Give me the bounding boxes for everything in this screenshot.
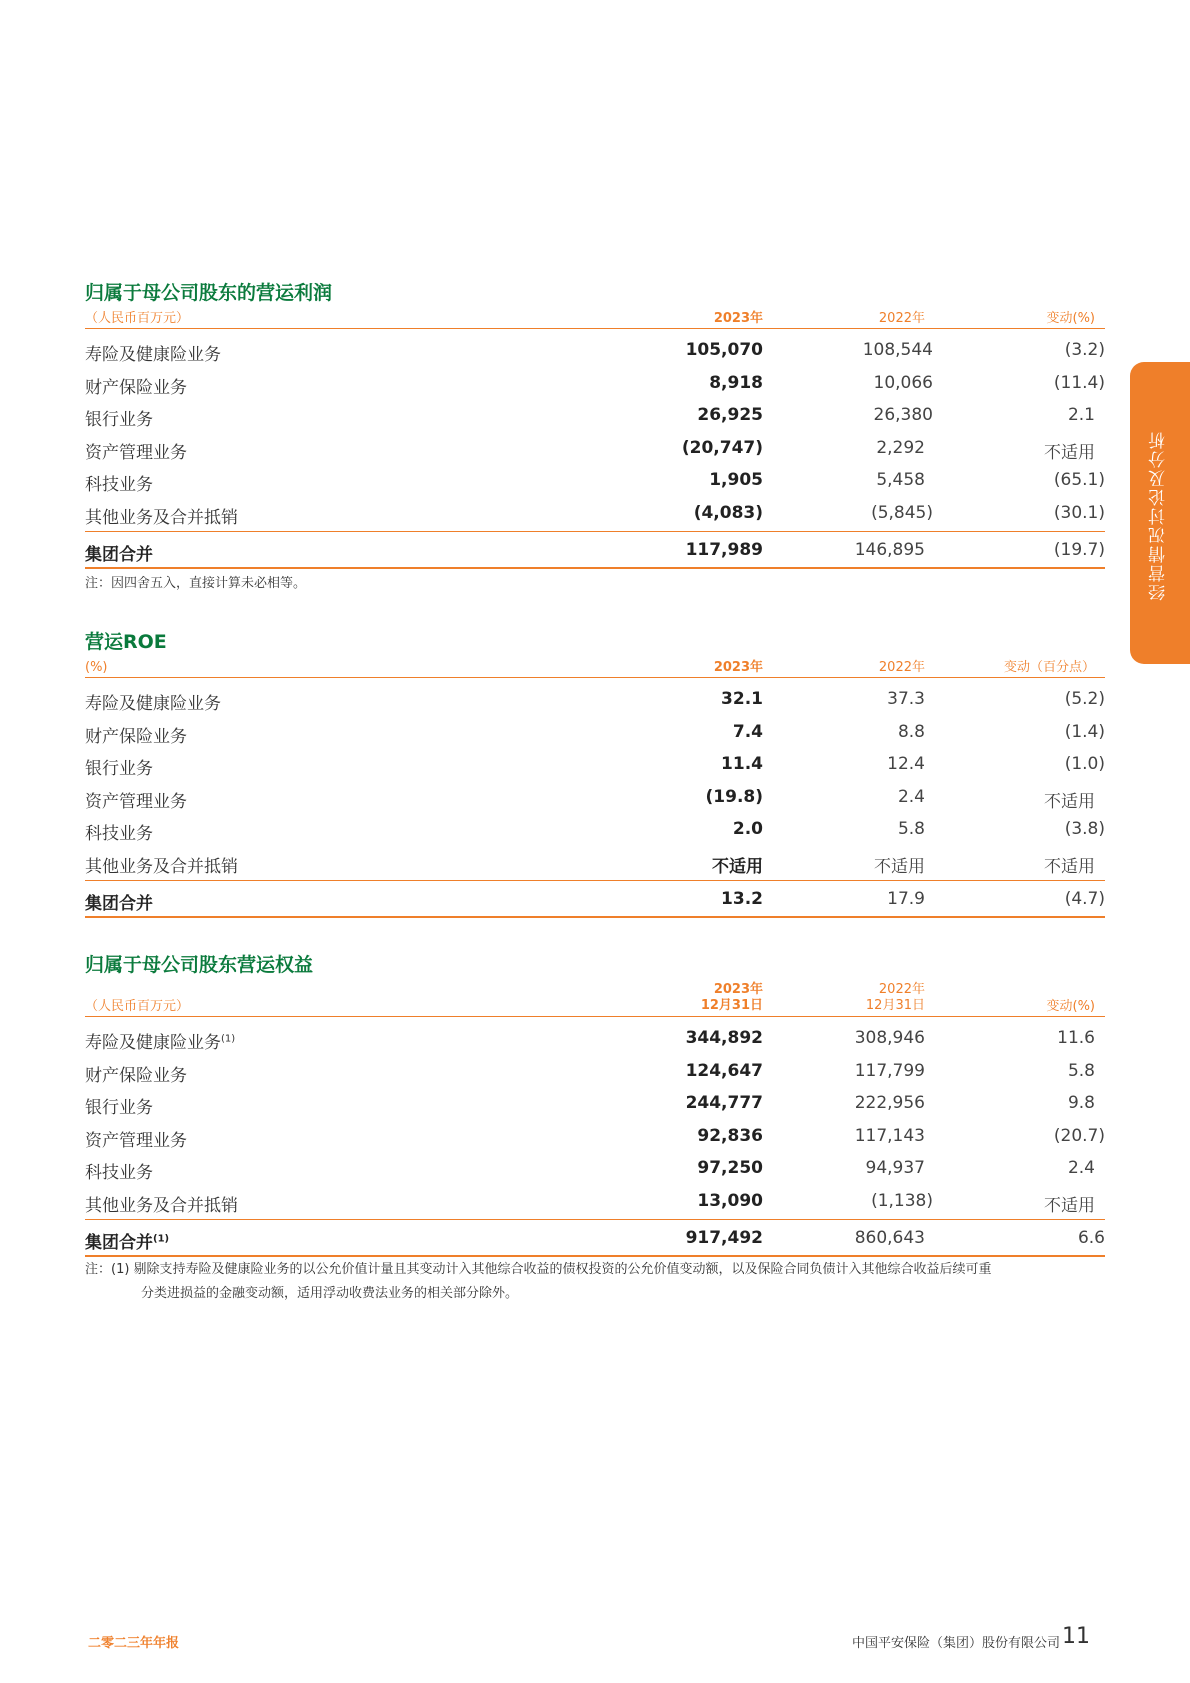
table-row: 财产保险业务 7.4 8.8 (1.4) xyxy=(85,721,1105,747)
table-row: 资产管理业务 92,836 117,143 (20.7) xyxy=(85,1125,1105,1151)
col-2023: 2023年 xyxy=(713,311,763,326)
section-title: 归属于母公司股东的营运利润 xyxy=(85,282,333,304)
table-row: 银行业务 11.4 12.4 (1.0) xyxy=(85,754,1105,779)
table-row: 财产保险业务 8,918 10,066 (11.4) xyxy=(85,372,1105,398)
col-2023: 2023年 xyxy=(713,660,763,675)
table-body xyxy=(85,334,1105,529)
footnote-marker: (1) xyxy=(221,1033,236,1045)
table-row: 寿险及健康险业务 32.1 37.3 (5.2) xyxy=(85,689,1105,714)
table-row: 资产管理业务 (20,747) 2,292 不适用 xyxy=(85,437,1095,463)
report-name: 二零二三年年报 xyxy=(88,1636,180,1651)
table-row: 寿险及健康险业务 105,070 108,544 (3.2) xyxy=(85,340,1105,365)
table-row: 银行业务 244,777 222,956 9.8 xyxy=(85,1093,1095,1118)
table-body xyxy=(85,683,1105,878)
table-header xyxy=(85,655,1105,678)
unit-label: （人民币百万元） xyxy=(85,999,190,1014)
table-header xyxy=(85,306,1105,329)
table-row: 资产管理业务 (19.8) 2.4 不适用 xyxy=(85,786,1095,812)
table-footnote: 注：(1) 剔除支持寿险及健康险业务的以公允价值计量且其变动计入其他综合收益的债权投资的公允价值变动额，以及保险合同负债计入其他综合收益后续可重 分类进损益的金融变动额，适用浮动收费法业务的相关部分除外。 xyxy=(85,1262,992,1301)
table-row: 科技业务 97,250 94,937 2.4 xyxy=(85,1158,1095,1183)
col-2022: 2022年 xyxy=(878,311,925,326)
section-title: 归属于母公司股东营运权益 xyxy=(85,954,314,976)
table-header xyxy=(85,976,1105,1017)
footnote-marker: (1) xyxy=(153,1233,170,1245)
table-row: 银行业务 26,925 26,380 2.1 xyxy=(85,405,1095,430)
total-row: 集团合并 13.2 17.9 (4.7) xyxy=(85,884,1105,918)
table-row: 科技业务 2.0 5.8 (3.8) xyxy=(85,819,1105,844)
unit-label: (%) xyxy=(85,660,108,675)
col-2022: 2022年 xyxy=(878,660,925,675)
table-row: 寿险及健康险业务$^{(1)}$ 344,892 308,946 11.6 xyxy=(85,1028,1095,1053)
table-row: 其他业务及合并抵销 13,090 (1,138) 不适用 xyxy=(85,1190,1095,1216)
section-title: 营运ROE xyxy=(85,631,167,653)
col-change: 变动(%) xyxy=(1046,311,1095,326)
total-divider xyxy=(85,880,1105,881)
table-row: 其他业务及合并抵销 不适用 不适用 不适用 xyxy=(85,856,1095,877)
table-note: 注：因四舍五入，直接计算未必相等。 xyxy=(85,576,307,591)
col-2023: 2023年 12月31日 xyxy=(700,982,763,1013)
col-change: 变动（百分点） xyxy=(1003,660,1095,675)
table-row: 财产保险业务 124,647 117,799 5.8 xyxy=(85,1060,1095,1086)
table-row: 科技业务 1,905 5,458 (65.1) xyxy=(85,470,1105,495)
total-divider xyxy=(85,1219,1105,1220)
unit-label: （人民币百万元） xyxy=(85,311,190,326)
company-name: 中国平安保险（集团）股份有限公司 xyxy=(851,1636,1060,1651)
section-side-label: 经营情况讨论及分析 xyxy=(1149,430,1169,601)
total-row: 集团合并$^{(1)}$ 917,492 860,643 6.6 xyxy=(85,1223,1105,1257)
total-divider xyxy=(85,531,1105,532)
col-change: 变动(%) xyxy=(1046,999,1095,1014)
table-row: 其他业务及合并抵销 (4,083) (5,845) (30.1) xyxy=(85,502,1105,528)
col-2022: 2022年 12月31日 xyxy=(865,982,925,1013)
page-number: 11 xyxy=(1062,1624,1090,1649)
total-row: 集团合并 117,989 146,895 (19.7) xyxy=(85,535,1105,569)
table-body xyxy=(85,1022,1105,1217)
